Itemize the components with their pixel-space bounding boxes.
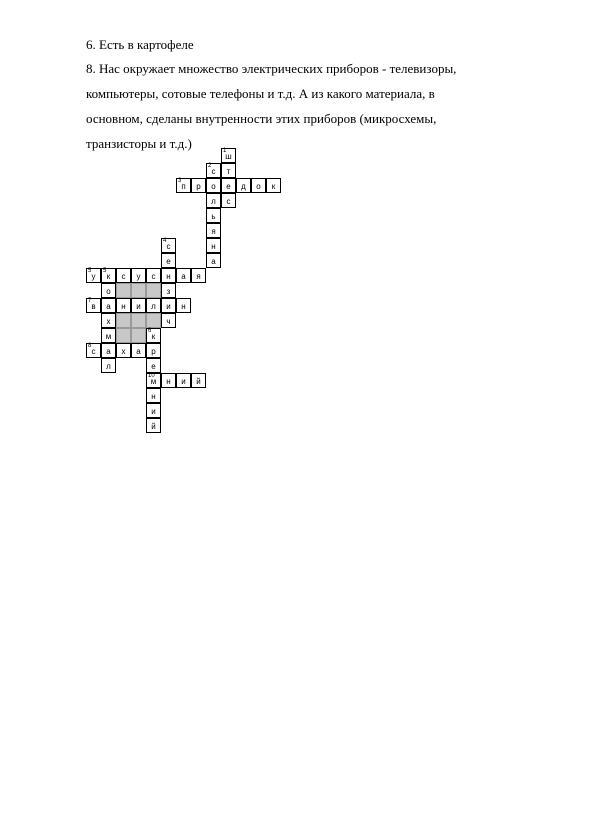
- cell-letter: н: [121, 302, 126, 311]
- cell-letter: к: [271, 182, 276, 191]
- crossword-cell: [221, 148, 236, 163]
- crossword-cell: [191, 268, 206, 283]
- cell-letter: у: [91, 272, 96, 281]
- cell-letter: х: [121, 347, 126, 356]
- crossword-cell: [161, 313, 176, 328]
- cell-letter: а: [106, 302, 111, 311]
- crossword-cell: [176, 268, 191, 283]
- cell-letter: в: [91, 302, 96, 311]
- crossword-cell: [146, 283, 161, 298]
- crossword-cell: [101, 268, 116, 283]
- cell-letter: с: [121, 272, 126, 281]
- clue-line-8b: компьютеры, сотовые телефоны и т.д. А из какого материала, в: [86, 86, 435, 101]
- crossword-cell: [191, 373, 206, 388]
- crossword-cell: [176, 178, 191, 193]
- crossword-cell: [101, 313, 116, 328]
- crossword-cell: [176, 373, 191, 388]
- crossword-cell: [266, 178, 281, 193]
- cell-letter: л: [106, 362, 111, 371]
- crossword-cell: [221, 178, 236, 193]
- crossword-cell: [101, 298, 116, 313]
- crossword-cell: [146, 388, 161, 403]
- crossword-cell: [161, 373, 176, 388]
- crossword-cell: [101, 283, 116, 298]
- crossword-cell: [206, 238, 221, 253]
- cell-letter: ь: [211, 212, 216, 221]
- crossword-cell: [146, 268, 161, 283]
- cell-letter: й: [196, 377, 201, 386]
- cell-letter: а: [181, 272, 186, 281]
- crossword-cell: [116, 343, 131, 358]
- cell-letter: н: [166, 377, 171, 386]
- crossword-cell: [116, 313, 131, 328]
- crossword-cell: [146, 328, 161, 343]
- crossword-cell: [86, 298, 101, 313]
- crossword-cell: [161, 253, 176, 268]
- cell-letter: е: [166, 257, 171, 266]
- cell-letter: н: [166, 272, 171, 281]
- crossword-cell: [206, 193, 221, 208]
- cell-letter: ч: [166, 317, 171, 326]
- clue-line-8c: основном, сделаны внутренности этих приборов (микросхемы,: [86, 111, 437, 126]
- cell-letter: к: [106, 272, 111, 281]
- clue-number: 1: [223, 148, 227, 154]
- crossword-cell: [206, 178, 221, 193]
- cell-letter: я: [211, 227, 216, 236]
- crossword-cell: [161, 268, 176, 283]
- crossword-cell: [146, 298, 161, 313]
- cell-letter: и: [136, 302, 141, 311]
- cell-letter: р: [196, 182, 201, 191]
- cell-letter: ш: [225, 152, 232, 161]
- crossword-cell: [221, 163, 236, 178]
- clue-number: 3: [178, 178, 182, 184]
- crossword-cell: [176, 298, 191, 313]
- cell-letter: з: [166, 287, 171, 296]
- clue-number: 4: [163, 238, 167, 244]
- crossword-cell: [161, 283, 176, 298]
- clue-number: 10: [148, 373, 155, 379]
- cell-letter: а: [106, 347, 111, 356]
- crossword-cell: [101, 343, 116, 358]
- crossword-cell: [146, 403, 161, 418]
- crossword-cell: [116, 268, 131, 283]
- cell-letter: п: [181, 182, 186, 191]
- cell-letter: о: [211, 182, 216, 191]
- crossword-cell: [131, 268, 146, 283]
- cell-letter: о: [256, 182, 261, 191]
- cell-letter: е: [226, 182, 231, 191]
- cell-letter: а: [136, 347, 141, 356]
- crossword-cell: [131, 343, 146, 358]
- crossword-cell: [236, 178, 251, 193]
- cell-letter: д: [241, 182, 246, 191]
- crossword-cell: [146, 358, 161, 373]
- cell-letter: с: [166, 242, 171, 251]
- clue-line-8d: транзисторы и т.д.): [86, 136, 192, 151]
- crossword-cell: [101, 358, 116, 373]
- crossword-cell: [146, 343, 161, 358]
- cell-letter: у: [136, 272, 141, 281]
- cell-letter: й: [151, 422, 156, 431]
- crossword-cell: [251, 178, 266, 193]
- cell-letter: н: [211, 242, 216, 251]
- crossword-cell: [131, 283, 146, 298]
- crossword-cell: [86, 268, 101, 283]
- clue-line-8a: 8. Нас окружает множество электрических приборов - телевизоры,: [86, 61, 457, 76]
- cell-letter: т: [226, 167, 231, 176]
- crossword-cell: [116, 283, 131, 298]
- crossword-cell: [131, 313, 146, 328]
- clue-number: 5: [103, 268, 107, 274]
- cell-letter: л: [211, 197, 216, 206]
- crossword-cell: [206, 223, 221, 238]
- cell-letter: и: [166, 302, 171, 311]
- cell-letter: о: [106, 287, 111, 296]
- cell-letter: и: [181, 377, 186, 386]
- clue-number: 8: [88, 343, 92, 349]
- clue-number: 5: [88, 268, 92, 274]
- cell-letter: н: [151, 392, 156, 401]
- cell-letter: и: [151, 407, 156, 416]
- cell-letter: я: [196, 272, 201, 281]
- cell-letter: м: [105, 332, 112, 341]
- cell-letter: с: [91, 347, 96, 356]
- cell-letter: к: [151, 332, 156, 341]
- crossword-cell: [116, 298, 131, 313]
- cell-letter: с: [211, 167, 216, 176]
- crossword-cell: [221, 193, 236, 208]
- cell-letter: х: [106, 317, 111, 326]
- cell-letter: л: [151, 302, 156, 311]
- crossword-cell: [206, 253, 221, 268]
- crossword-cell: [206, 208, 221, 223]
- crossword-cell: [161, 238, 176, 253]
- clue-number: 7: [88, 298, 92, 304]
- crossword-cell: [101, 328, 116, 343]
- crossword-cell: [146, 373, 161, 388]
- cell-letter: н: [181, 302, 186, 311]
- crossword-cell: [131, 298, 146, 313]
- crossword-cell: [191, 178, 206, 193]
- crossword-cell: [206, 163, 221, 178]
- clue-number: 6: [148, 328, 152, 334]
- cell-letter: с: [151, 272, 156, 281]
- cell-letter: с: [226, 197, 231, 206]
- cell-letter: р: [151, 347, 156, 356]
- clue-line-6: 6. Есть в картофеле: [86, 37, 194, 52]
- cell-letter: а: [211, 257, 216, 266]
- crossword-cell: [146, 418, 161, 433]
- cell-letter: м: [150, 377, 157, 386]
- crossword-cell: [116, 328, 131, 343]
- cell-letter: е: [151, 362, 156, 371]
- crossword-cell: [146, 313, 161, 328]
- crossword-cell: [86, 343, 101, 358]
- crossword-cell: [161, 298, 176, 313]
- clue-number: 2: [208, 163, 212, 169]
- crossword-cell: [131, 328, 146, 343]
